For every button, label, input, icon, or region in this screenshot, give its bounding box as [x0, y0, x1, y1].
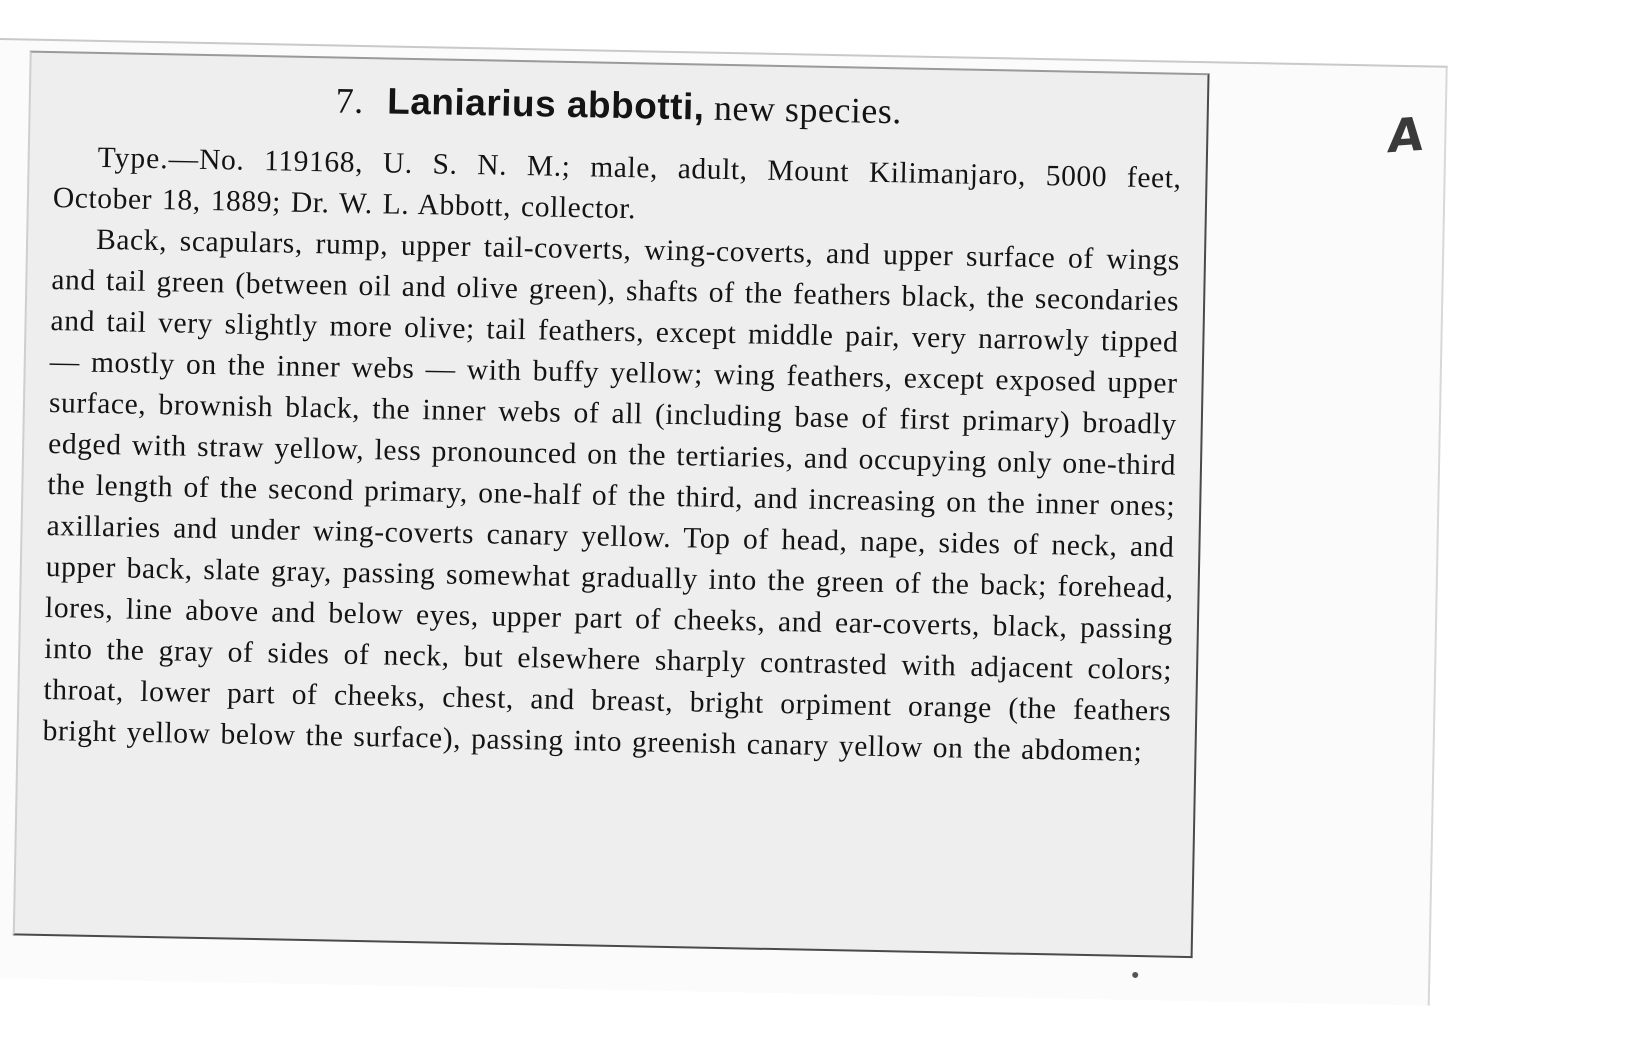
species-number: 7.	[335, 80, 365, 121]
ink-smudge	[1132, 972, 1138, 978]
description-paragraph: Back, scapulars, rump, upper tail-coverts, wing-coverts, and upper surface of wings and tail green (between oil and olive green), shafts of the feathers black, the secondaries and tail very slightly more olive; tail feathers, except middle pair, very narrowly tipped — mostly on the inner webs — with buffy yellow; wing feathers, except exposed upper surface, brownish black, the inner webs of all (including base of first primary) broadly edged with straw yellow, less pronounced on the tertiaries, and occupying only one-third the length of the second primary, one-half of the third, and increasing on the inner ones; axillaries and under wing-coverts canary yellow. Top of head, nape, sides of neck, and upper back, slate gray, passing somewhat gradually into the green of the back; forehead, lores, line above and below eyes, upper part of cheeks, and ear-coverts, black, passing into the gray of sides of neck, but elsewhere sharply contrasted with adjacent colors; throat, lower part of cheeks, chest, and breast, bright orpiment orange (the feathers bright yellow below the surface), passing into greenish canary yellow on the abdomen;	[42, 223, 1181, 769]
type-label: Type.—	[97, 141, 200, 176]
corner-mark: A	[1386, 106, 1426, 164]
species-name: Laniarius abbotti,	[386, 80, 705, 128]
specimen-card	[0, 38, 1448, 1006]
printed-clipping	[13, 51, 1210, 958]
description-body	[42, 137, 1182, 774]
species-status: new species.	[713, 87, 903, 132]
type-text: No. 119168, U. S. N. M.; male, adult, Mount Kilimanjaro, 5000 feet, October 18, 1889; Dr. W. L. Abbott, collector.	[52, 143, 1182, 226]
species-heading	[54, 73, 1183, 139]
